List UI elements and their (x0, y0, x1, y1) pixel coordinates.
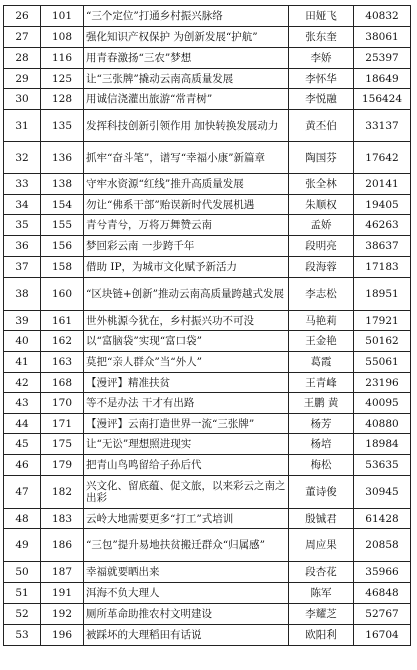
table-row (4, 476, 411, 509)
article-title: 让“无讼”理想照进现实 (84, 434, 289, 455)
row-index: 52 (4, 604, 41, 625)
view-count: 55061 (354, 352, 411, 373)
row-index: 40 (4, 331, 41, 352)
entry-number: 108 (41, 27, 84, 48)
entry-number: 161 (41, 311, 84, 331)
entry-number: 136 (41, 142, 84, 174)
article-title: 世外桃源今犹在，乡村振兴功不可没 (84, 311, 289, 331)
author-name: 段海蓉 (289, 257, 354, 278)
row-index: 33 (4, 174, 41, 195)
article-title: 让“三张牌”撬动云南高质量发展 (84, 69, 289, 89)
entry-number: 116 (41, 48, 84, 69)
article-title: 发挥科技创新引领作用 加快转换发展动力 (84, 110, 289, 142)
article-title: “三包”提升易地扶贫搬迁群众“归属感” (84, 529, 289, 562)
view-count: 19405 (354, 195, 411, 215)
view-count: 18951 (354, 278, 411, 311)
author-name: 杨培 (289, 434, 354, 455)
article-title: 幸福就要晒出来 (84, 562, 289, 583)
view-count: 46848 (354, 583, 411, 604)
view-count: 25397 (354, 48, 411, 69)
table-row (4, 583, 411, 604)
row-index: 41 (4, 352, 41, 373)
entry-number: 135 (41, 110, 84, 142)
table-row (4, 604, 411, 625)
table-row (4, 331, 411, 352)
article-title: 【漫评】云南打造世界一流“三张牌” (84, 414, 289, 434)
author-name: 李娇 (289, 48, 354, 69)
row-index: 49 (4, 529, 41, 562)
article-title: 梦回彩云南 一步跨千年 (84, 236, 289, 257)
table-row (4, 393, 411, 414)
view-count: 20858 (354, 529, 411, 562)
author-name: 李耀芝 (289, 604, 354, 625)
view-count: 16704 (354, 625, 411, 646)
author-name: 陶国芬 (289, 142, 354, 174)
entry-number: 163 (41, 352, 84, 373)
author-name: 张全林 (289, 174, 354, 195)
author-name: 王鹏 黄 (289, 393, 354, 414)
table-row (4, 257, 411, 278)
view-count: 40095 (354, 393, 411, 414)
author-name: 李怀华 (289, 69, 354, 89)
author-name: 段明亮 (289, 236, 354, 257)
table-row (4, 89, 411, 110)
table-row (4, 174, 411, 195)
article-title: 厕所革命助推农村文明建设 (84, 604, 289, 625)
view-count: 17921 (354, 311, 411, 331)
entry-number: 196 (41, 625, 84, 646)
row-index: 30 (4, 89, 41, 110)
article-title: 强化知识产权保护 为创新发展“护航” (84, 27, 289, 48)
row-index: 39 (4, 311, 41, 331)
view-count: 35966 (354, 562, 411, 583)
view-count: 46263 (354, 215, 411, 236)
article-title: 守牢水资源“红线”推升高质量发展 (84, 174, 289, 195)
entry-number: 138 (41, 174, 84, 195)
view-count: 38061 (354, 27, 411, 48)
entry-number: 125 (41, 69, 84, 89)
entry-number: 187 (41, 562, 84, 583)
view-count: 40880 (354, 414, 411, 434)
author-name: 朱顺权 (289, 195, 354, 215)
row-index: 32 (4, 142, 41, 174)
article-title: 借助 IP，为城市文化赋予新活力 (84, 257, 289, 278)
author-name: 张东奎 (289, 27, 354, 48)
author-name: 殷铖君 (289, 509, 354, 529)
view-count: 50162 (354, 331, 411, 352)
article-title: 兴文化、留底蕴、促文旅，以来彩云之南之出彩 (84, 476, 289, 509)
row-index: 37 (4, 257, 41, 278)
view-count: 17183 (354, 257, 411, 278)
author-name: 周应果 (289, 529, 354, 562)
article-title: 云岭大地需要更多“打工”式培训 (84, 509, 289, 529)
author-name: 葛霞 (289, 352, 354, 373)
entry-number: 156 (41, 236, 84, 257)
entry-number: 155 (41, 215, 84, 236)
row-index: 29 (4, 69, 41, 89)
row-index: 27 (4, 27, 41, 48)
table-row (4, 236, 411, 257)
view-count: 30945 (354, 476, 411, 509)
table-body (4, 6, 411, 646)
row-index: 50 (4, 562, 41, 583)
article-title: 洱海不负大理人 (84, 583, 289, 604)
entry-number: 170 (41, 393, 84, 414)
table-row (4, 142, 411, 174)
article-title: 等不是办法 干才有出路 (84, 393, 289, 414)
view-count: 18649 (354, 69, 411, 89)
table-row (4, 48, 411, 69)
row-index: 35 (4, 215, 41, 236)
entry-number: 160 (41, 278, 84, 311)
view-count: 18984 (354, 434, 411, 455)
entry-number: 168 (41, 373, 84, 393)
article-table (3, 5, 411, 646)
row-index: 42 (4, 373, 41, 393)
table-row (4, 69, 411, 89)
row-index: 26 (4, 6, 41, 27)
author-name: 欧阳利 (289, 625, 354, 646)
entry-number: 128 (41, 89, 84, 110)
row-index: 36 (4, 236, 41, 257)
article-title: 勿让“佛系干部”贻误新时代发展机遇 (84, 195, 289, 215)
article-title: 【漫评】精准扶贫 (84, 373, 289, 393)
author-name: 杨芳 (289, 414, 354, 434)
author-name: 梅松 (289, 455, 354, 476)
author-name: 段杏花 (289, 562, 354, 583)
article-title: “三个定位”打通乡村振兴脉络 (84, 6, 289, 27)
article-title: “区块链+创新”推动云南高质量跨越式发展 (84, 278, 289, 311)
table-row (4, 562, 411, 583)
row-index: 38 (4, 278, 41, 311)
entry-number: 158 (41, 257, 84, 278)
view-count: 53635 (354, 455, 411, 476)
entry-number: 182 (41, 476, 84, 509)
article-title: 莫把“亲人群众”当“外人” (84, 352, 289, 373)
author-name: 王青峰 (289, 373, 354, 393)
table-row (4, 455, 411, 476)
article-title: 以“富脑袋”实现“富口袋” (84, 331, 289, 352)
author-name: 李志松 (289, 278, 354, 311)
view-count: 20141 (354, 174, 411, 195)
table-row (4, 434, 411, 455)
author-name: 李悦融 (289, 89, 354, 110)
row-index: 45 (4, 434, 41, 455)
author-name: 陈军 (289, 583, 354, 604)
row-index: 48 (4, 509, 41, 529)
table-row (4, 27, 411, 48)
view-count: 40832 (354, 6, 411, 27)
entry-number: 154 (41, 195, 84, 215)
view-count: 17642 (354, 142, 411, 174)
row-index: 51 (4, 583, 41, 604)
view-count: 52767 (354, 604, 411, 625)
entry-number: 179 (41, 455, 84, 476)
table-row (4, 373, 411, 393)
row-index: 31 (4, 110, 41, 142)
view-count: 23196 (354, 373, 411, 393)
table-row (4, 278, 411, 311)
table-row (4, 311, 411, 331)
article-title: 抓牢“奋斗笔”，谱写“幸福小康”新篇章 (84, 142, 289, 174)
table-row (4, 352, 411, 373)
view-count: 38637 (354, 236, 411, 257)
table-row (4, 509, 411, 529)
article-title: 把青山鸟鸣留给子孙后代 (84, 455, 289, 476)
article-title: 用青春激扬“三农”梦想 (84, 48, 289, 69)
article-title: 用诚信浇灌出旅游“常青树” (84, 89, 289, 110)
table-row (4, 6, 411, 27)
table-row (4, 195, 411, 215)
table-row (4, 215, 411, 236)
author-name: 孟娇 (289, 215, 354, 236)
author-name: 王金艳 (289, 331, 354, 352)
author-name: 马艳莉 (289, 311, 354, 331)
article-title: 青兮青兮，万将万舞赞云南 (84, 215, 289, 236)
row-index: 53 (4, 625, 41, 646)
entry-number: 162 (41, 331, 84, 352)
entry-number: 175 (41, 434, 84, 455)
entry-number: 191 (41, 583, 84, 604)
row-index: 46 (4, 455, 41, 476)
table-row (4, 625, 411, 646)
author-name: 董诗俊 (289, 476, 354, 509)
view-count: 156424 (354, 89, 411, 110)
row-index: 44 (4, 414, 41, 434)
table-row (4, 529, 411, 562)
entry-number: 101 (41, 6, 84, 27)
row-index: 34 (4, 195, 41, 215)
view-count: 33137 (354, 110, 411, 142)
table-row (4, 414, 411, 434)
entry-number: 171 (41, 414, 84, 434)
row-index: 43 (4, 393, 41, 414)
entry-number: 186 (41, 529, 84, 562)
author-name: 黄丕伯 (289, 110, 354, 142)
article-title: 被踩坏的大理稻田有话说 (84, 625, 289, 646)
author-name: 田娅飞 (289, 6, 354, 27)
view-count: 61428 (354, 509, 411, 529)
row-index: 28 (4, 48, 41, 69)
entry-number: 183 (41, 509, 84, 529)
table-row (4, 110, 411, 142)
entry-number: 192 (41, 604, 84, 625)
row-index: 47 (4, 476, 41, 509)
